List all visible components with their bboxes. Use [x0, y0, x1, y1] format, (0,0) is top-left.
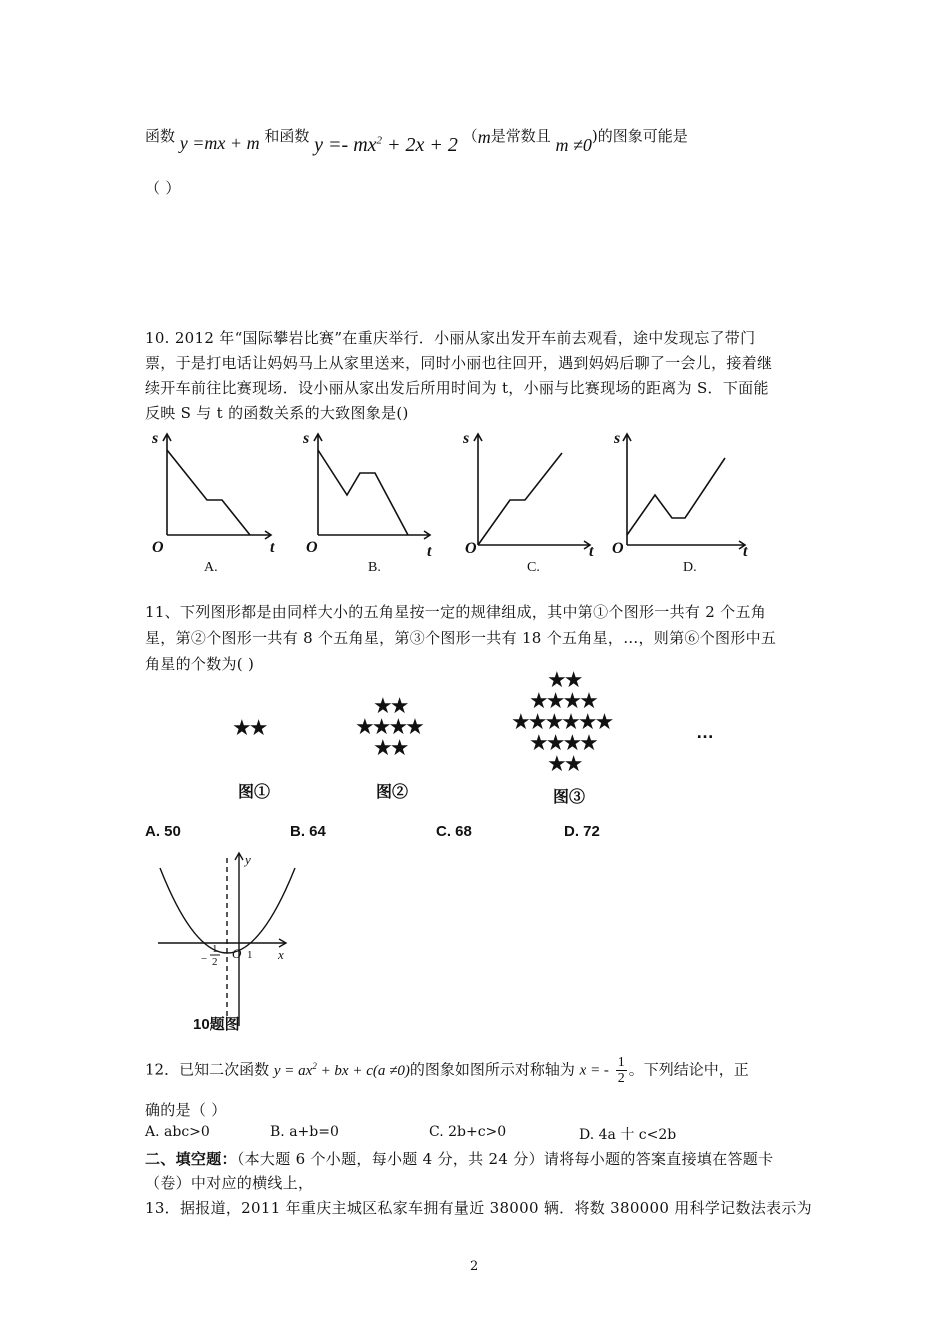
q12-option-b: B. a+b=0: [270, 1124, 339, 1140]
q13-line-1: 13．据报道，2011 年重庆主城区私家车拥有量近 38000 辆．将数 380000 用科学记数法表示为: [145, 1199, 812, 1217]
graph-b-label: B.: [368, 560, 381, 575]
fig-ellipsis: …: [696, 722, 714, 742]
fig3-row-3: ★★★★★★: [511, 710, 612, 735]
parabola-figure: [150, 848, 300, 1033]
q9-formula-1: y =mx + m: [179, 133, 260, 153]
q9-answer-paren: （ ）: [145, 179, 181, 197]
graph-c-s: s: [463, 430, 470, 447]
graph-c-label: C.: [527, 560, 540, 575]
q10-line-1: 10. 2012 年“国际攀岩比赛”在重庆举行．小丽从家出发开车前去观看，途中发现忘了带门: [145, 329, 756, 347]
q11-line-1: 11、下列图形都是由同样大小的五角星按一定的规律组成，其中第①个图形一共有 2 个五角: [145, 603, 767, 621]
fig1-label: 图①: [238, 784, 271, 801]
graph-b-t: t: [427, 543, 432, 560]
q12-formula-1: [273, 1060, 410, 1079]
section2-line-2: （卷）中对应的横线上，: [145, 1174, 314, 1192]
fig1-row-1: ★★: [232, 716, 266, 741]
graph-a-label: A.: [204, 560, 218, 575]
q12-text-1: 12．已知二次函数: [145, 1060, 270, 1079]
q11-option-b: B. 64: [290, 823, 326, 840]
graph-d-curve: [627, 458, 725, 535]
q9-formula-4: m ≠0: [555, 135, 592, 155]
section2-text-1: （本大题 6 个小题，每小题 4 分，共 24 分）请将每小题的答案直接填在答题卡: [236, 1150, 774, 1168]
fig3-row-2: ★★★★: [529, 689, 596, 714]
q12-text-2: 的图象如图所示对称轴为: [409, 1060, 575, 1079]
q11-option-a: A. 50: [145, 823, 181, 840]
q12-text-3: 。下列结论中，正: [628, 1060, 749, 1079]
graph-b-o: O: [306, 539, 318, 556]
q12-fraction: [616, 1055, 627, 1086]
tick-one: 1: [247, 949, 253, 961]
graph-c-o: O: [465, 540, 477, 557]
q12-option-c: C. 2b+c>0: [429, 1124, 507, 1140]
axis-x-label: x: [278, 947, 284, 962]
graph-a-o: O: [152, 539, 164, 556]
graph-d-o: O: [612, 540, 624, 557]
graph-b-curve: [318, 450, 408, 535]
q11-option-d: D. 72: [564, 823, 600, 840]
graph-c-t: t: [589, 543, 594, 560]
q9-formula-2b: + 2x + 2: [382, 134, 458, 156]
q12-formula-1-sup: 2: [312, 1060, 317, 1071]
q11-line-2: 星，第②个图形一共有 8 个五角星，第③个图形一共有 18 个五角星，…，则第⑥个图形中五: [145, 629, 777, 647]
q9-line: [145, 128, 688, 162]
q9-formula-3: m: [477, 127, 491, 147]
q10-line-4: 反映 S 与 t 的函数关系的大致图象是(): [145, 404, 409, 422]
axis-y-label: y: [245, 852, 251, 867]
q9-formula-2: [314, 134, 458, 156]
q9-text-5: )的图象可能是: [591, 127, 688, 145]
q12-frac-num: 1: [617, 1055, 625, 1070]
q9-formula-2-sup: 2: [376, 134, 383, 147]
fig3-row-5: ★★: [547, 752, 581, 777]
q10-line-2: 票，于是打电话让妈妈马上从家里送来，同时小丽也往回开，遇到妈妈后聊了一会儿，接着继: [145, 354, 773, 372]
fig3-row-4: ★★★★: [529, 731, 596, 756]
fig2-label: 图②: [376, 784, 409, 801]
fig2-row-2: ★★★★: [355, 715, 422, 740]
fig3-label: 图③: [553, 789, 586, 806]
q12-formula-1a: y = ax: [273, 1062, 313, 1079]
q11-line-3: 角星的个数为( ): [145, 655, 255, 673]
q9-text-2: 和函数: [264, 127, 310, 145]
tick-minus: −: [201, 953, 208, 965]
fig3-row-1: ★★: [547, 668, 581, 693]
q12-option-d: D. 4a 十 c<2b: [579, 1127, 677, 1143]
graph-a-curve: [167, 450, 250, 535]
tick-half-den: 2: [212, 956, 218, 968]
graph-c-curve: [478, 453, 562, 545]
q9-text-1: 函数: [145, 127, 176, 145]
q9-formula-2a: y =- mx: [314, 134, 377, 156]
graph-d-s: s: [614, 430, 621, 447]
origin-label: O: [232, 946, 242, 961]
graph-a-s: s: [152, 430, 159, 447]
q12-option-a: A. abc>0: [145, 1124, 210, 1140]
q10-graphs: [140, 425, 780, 580]
section2-line-1: [145, 1148, 773, 1169]
q11-option-c: C. 68: [436, 823, 472, 840]
fig2-row-3: ★★: [373, 736, 407, 761]
q12-frac-den: 2: [617, 1071, 625, 1086]
graph-a-t: t: [270, 539, 275, 556]
fig2-row-1: ★★: [373, 694, 407, 719]
page-number: 2: [470, 1259, 479, 1274]
fig10-caption: 10题图: [193, 1016, 240, 1033]
tick-half-num: 1: [212, 943, 218, 955]
q12-formula-1b: + bx + c(a ≠0): [316, 1062, 410, 1079]
q12-line-2: 确的是（ ）: [145, 1101, 227, 1119]
graph-d-t: t: [743, 543, 748, 560]
graph-b-s: s: [303, 430, 310, 447]
q9-text-4: 是常数且: [490, 127, 551, 145]
section2-heading: 二、填空题：: [145, 1150, 237, 1168]
q12-formula-2: x = -: [579, 1062, 609, 1079]
graph-d-label: D.: [683, 560, 697, 575]
q10-line-3: 续开车前往比赛现场．设小丽从家出发后所用时间为 t，小丽与比赛现场的距离为 S．下面能: [145, 379, 769, 397]
q9-text-3: （: [462, 127, 478, 145]
q12-line-1: [145, 1055, 749, 1091]
